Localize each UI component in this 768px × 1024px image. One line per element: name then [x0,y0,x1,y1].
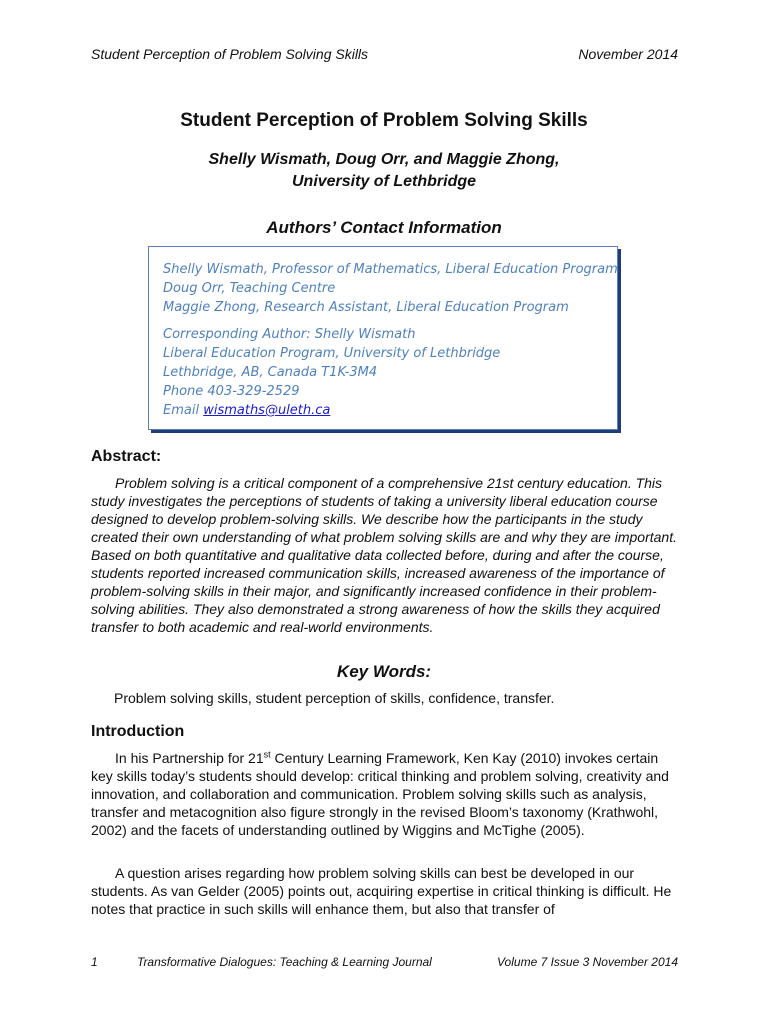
p1-superscript: st [263,749,271,760]
abstract-text: Problem solving is a critical component of a comprehensive 21st century education. This study investigates the perceptions of students of taking a university liberal education course designed to develop problem-solving skills. We describe how the participants in the study created their own understanding of what problem solving skills are and why they are important. Based on both quantitative and qualitative data collected before, during and after the course, students reported increased communication skills, increased awareness of the importance of problem-solving skills in their major, and significantly increased confidence in their problem-solving abilities. They also demonstrated a strong awareness of how the skills they acquired transfer to both academic and real-world environments. [91,475,677,635]
paper-title: Student Perception of Problem Solving Skills [180,110,588,131]
introduction-paragraph-2: A question arises regarding how problem solving skills can best be developed in our students. As van Gelder (2005) points out, acquiring expertise in critical thinking is difficult. He notes that practice in such skills will enhance them, but also that transfer of [91,865,672,917]
running-header-title: Student Perception of Problem Solving Skills [91,46,369,62]
running-header-date: November 2014 [578,46,678,62]
corresponding-phone: Phone 403-329-2529 [163,384,300,399]
abstract-heading: Abstract: [91,448,162,465]
contact-heading: Authors’ Contact Information [266,218,502,237]
email-link[interactable]: wismaths@uleth.ca [203,403,331,418]
author-block [0,149,768,193]
corresponding-email-row [163,401,617,420]
corresponding-author: Corresponding Author: Shelly Wismath [163,327,416,342]
introduction-paragraph-1 [91,749,681,839]
contact-line: Maggie Zhong, Research Assistant, Liberal Education Program [163,300,569,315]
author-affiliation: University of Lethbridge [291,173,477,190]
keywords-text: Problem solving skills, student perception of skills, confidence, transfer. [114,690,555,706]
corresponding-line: Liberal Education Program, University of Lethbridge [163,346,501,361]
corresponding-line: Lethbridge, AB, Canada T1K-3M4 [163,365,378,380]
p1-start: In his Partnership for 21 [115,750,264,766]
page-number: 1 [91,955,98,969]
p1-rest: Century Learning Framework, Ken Kay (2010) invokes certain key skills today’s students should develop: critical thinking and problem solving, creativity and innovation, and collaboration and communication. Problem solving skills such as analysis, transfer and metacognition also figure strongly in the revised Bloom’s taxonomy (Krathwohl, 2002) and the facets of understanding outlined by Wiggins and McTighe (2005). [91,750,669,838]
email-label: Email [163,403,204,418]
contact-line: Shelly Wismath, Professor of Mathematics, Liberal Education Program [163,262,618,277]
author-names: Shelly Wismath, Doug Orr, and Maggie Zhong, [208,151,560,168]
introduction-heading: Introduction [91,723,185,740]
footer-journal: Transformative Dialogues: Teaching & Learning Journal [137,955,432,969]
contact-line: Doug Orr, Teaching Centre [163,281,336,296]
keywords-heading: Key Words: [336,662,432,681]
contact-info-box [148,246,618,430]
footer-volume: Volume 7 Issue 3 November 2014 [497,955,678,969]
